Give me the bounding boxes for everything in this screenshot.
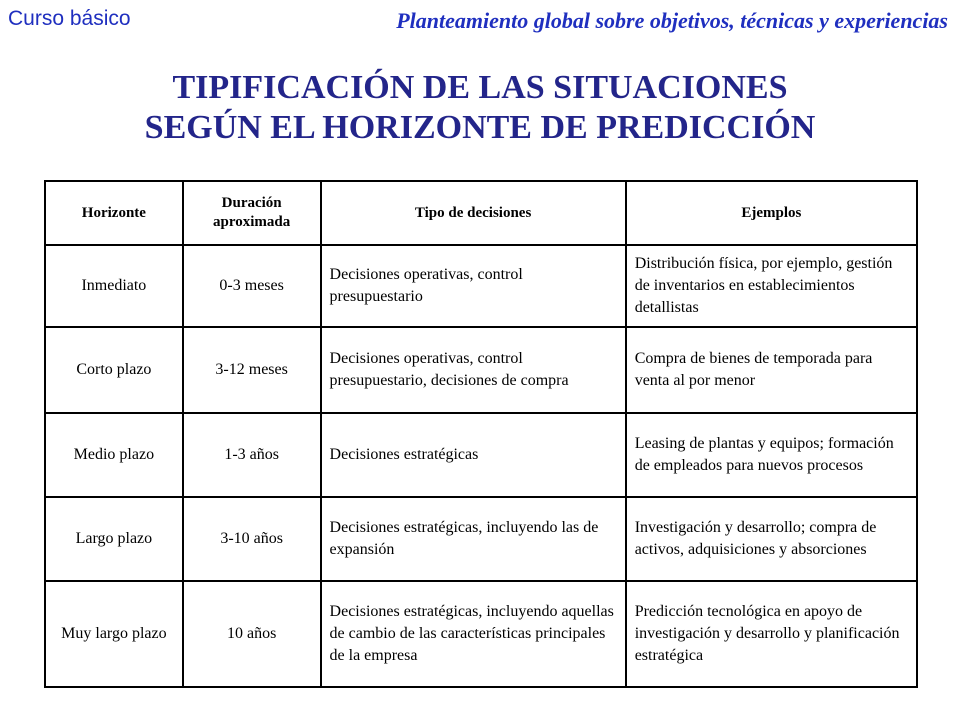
duration-cell: 3-12 meses (183, 327, 321, 413)
table-row (45, 413, 917, 497)
page-title-line-2: SEGÚN EL HORIZONTE DE PREDICCIÓN (144, 109, 816, 146)
table-row (45, 327, 917, 413)
horizon-cell: Muy largo plazo (45, 581, 183, 687)
examples-cell: Investigación y desarrollo; compra de activos, adquisiciones y absorciones (626, 497, 917, 581)
decision-type-cell: Decisiones estratégicas, incluyendo aquellas de cambio de las características principales de la empresa (321, 581, 626, 687)
course-label: Curso básico (8, 7, 131, 30)
page-title (0, 68, 960, 148)
table-header-row (45, 181, 917, 245)
horizon-cell: Inmediato (45, 245, 183, 327)
table-row (45, 581, 917, 687)
duration-cell: 1-3 años (183, 413, 321, 497)
horizon-cell: Corto plazo (45, 327, 183, 413)
column-header-duration: Duración aproximada (183, 181, 321, 245)
column-header-horizon: Horizonte (45, 181, 183, 245)
examples-cell: Compra de bienes de temporada para venta al por menor (626, 327, 917, 413)
decision-type-cell: Decisiones operativas, control presupuestario, decisiones de compra (321, 327, 626, 413)
examples-cell: Leasing de plantas y equipos; formación de empleados para nuevos procesos (626, 413, 917, 497)
horizon-cell: Largo plazo (45, 497, 183, 581)
column-header-examples: Ejemplos (626, 181, 917, 245)
duration-cell: 10 años (183, 581, 321, 687)
page-title-line-1: TIPIFICACIÓN DE LAS SITUACIONES (172, 69, 788, 106)
duration-cell: 3-10 años (183, 497, 321, 581)
duration-cell: 0-3 meses (183, 245, 321, 327)
examples-cell: Predicción tecnológica en apoyo de investigación y desarrollo y planificación estratégica (626, 581, 917, 687)
slide-subtitle: Planteamiento global sobre objetivos, técnicas y experiencias (396, 8, 948, 33)
examples-cell: Distribución física, por ejemplo, gestión de inventarios en establecimientos detallistas (626, 245, 917, 327)
table-row (45, 497, 917, 581)
horizon-table (44, 180, 918, 688)
decision-type-cell: Decisiones operativas, control presupuestario (321, 245, 626, 327)
decision-type-cell: Decisiones estratégicas, incluyendo las de expansión (321, 497, 626, 581)
column-header-decision-type: Tipo de decisiones (321, 181, 626, 245)
table-row (45, 245, 917, 327)
horizon-cell: Medio plazo (45, 413, 183, 497)
decision-type-cell: Decisiones estratégicas (321, 413, 626, 497)
